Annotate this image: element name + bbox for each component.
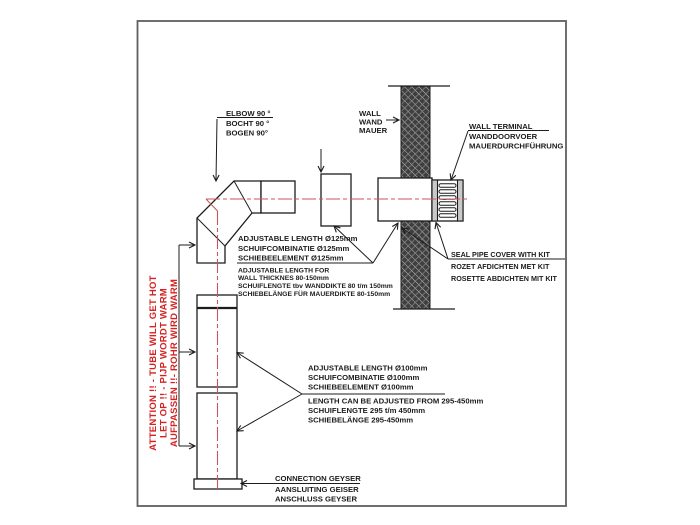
- grille-slot: [439, 202, 456, 206]
- seal-leader-b: [436, 223, 448, 260]
- length-range-line: SCHIEBELÄNGE 295-450mm: [308, 415, 414, 425]
- wall-terminal-grille: [432, 180, 463, 221]
- adjustable-125-line: SCHIEBEELEMENT Ø125mm: [238, 253, 344, 263]
- adjustable-100-label: [308, 364, 428, 392]
- seal-label: [451, 250, 558, 283]
- adjustable100-leader-a: [237, 353, 302, 395]
- connection-label-line: ANSCHLUSS GEYSER: [275, 494, 358, 504]
- adjustable-125-line: SCHUIFCOMBINATIE Ø125mm: [238, 244, 350, 253]
- wall-lower-hatch: [401, 221, 430, 309]
- grille-right-cap: [458, 180, 464, 221]
- elbow-label-line: BOCHT 90 °: [226, 119, 270, 128]
- grille-slot: [439, 190, 456, 194]
- seal-label-line: ROSETTE ABDICHTEN MIT KIT: [451, 274, 557, 283]
- adjustable125-leader-b: [373, 223, 398, 263]
- wall-upper-hatch: [401, 86, 430, 178]
- wall-thickness-label: [238, 268, 393, 299]
- wall-label-line: WAND: [359, 117, 383, 127]
- adjustable-100-line: SCHIEBEELEMENT Ø100mm: [308, 382, 414, 392]
- wall-label: [359, 109, 388, 135]
- wall-terminal-label-line: WALL TERMINAL: [469, 122, 533, 131]
- wall-label-line: WALL: [359, 109, 381, 118]
- wall-terminal-label-line: WANDDOORVOER: [469, 132, 538, 141]
- elbow-label-line: BOGEN 90°: [226, 128, 268, 138]
- leader-lines: [216, 118, 565, 484]
- adjustable-100-line: SCHUIFCOMBINATIE Ø100mm: [308, 373, 420, 382]
- wall-terminal-label-line: MAUERDURCHFÜHRUNG: [469, 141, 564, 151]
- connection-label-line: AANSLUITING GEISER: [275, 485, 359, 494]
- seal-label-line: SEAL PIPE COVER WITH KIT: [451, 250, 550, 259]
- adjustable-125-line: ADJUSTABLE LENGTH Ø125mm: [238, 234, 358, 243]
- wall-thickness-line: SCHUIFLENGTE tbv WANDDIKTE 80 t/m 150mm: [238, 283, 393, 290]
- warning-line: LET OP !! - PIJP WORDT WARM: [158, 288, 170, 438]
- length-range-line: LENGTH CAN BE ADJUSTED FROM 295-450mm: [308, 396, 484, 406]
- wall-label-line: MAUER: [359, 126, 388, 135]
- elbow-label: [226, 109, 271, 138]
- adjustable-125-label: [238, 234, 358, 263]
- grille-slot: [439, 184, 456, 188]
- length-range-line: SCHUIFLENGTE 295 t/m 450mm: [308, 406, 426, 415]
- hot-tube-warning-label: [148, 275, 180, 450]
- seal-label-line: ROZET AFDICHTEN MET KIT: [451, 262, 550, 271]
- adjustable-100-line: ADJUSTABLE LENGTH Ø100mm: [308, 363, 428, 373]
- sliding-element-body: [321, 174, 351, 226]
- sliding-element-125: [321, 149, 351, 226]
- connection-geyser-label: [275, 474, 361, 504]
- warning-line: ATTENTION !! - TUBE WILL GET HOT: [148, 275, 159, 451]
- wall-thickness-line: WALL THICKNES 80-150mm: [238, 275, 329, 282]
- hot-tube-bracket: [179, 245, 195, 446]
- terminal-leader-line: [451, 131, 468, 180]
- horizontal-pipe-segment: [261, 181, 295, 213]
- connection-label-line: CONNECTION GEYSER: [275, 474, 361, 483]
- warning-line: AUFPASSEN !!- ROHR WIRD WARM: [169, 278, 180, 448]
- adjustable100-leader-b: [237, 394, 302, 431]
- grille-slot: [439, 208, 456, 212]
- wall-thickness-line: ADJUSTABLE LENGTH FOR: [238, 267, 330, 275]
- length-range-label: [308, 397, 483, 425]
- elbow-label-line: ELBOW 90 °: [226, 109, 271, 118]
- wall-thickness-line: SCHIEBELÄNGE FÜR MAUERDIKTE 80-150mm: [238, 291, 391, 298]
- grille-slot: [439, 214, 456, 218]
- grille-left-cap: [432, 180, 438, 221]
- elbow-leader-line: [216, 119, 217, 181]
- wall-terminal-label: [469, 122, 563, 151]
